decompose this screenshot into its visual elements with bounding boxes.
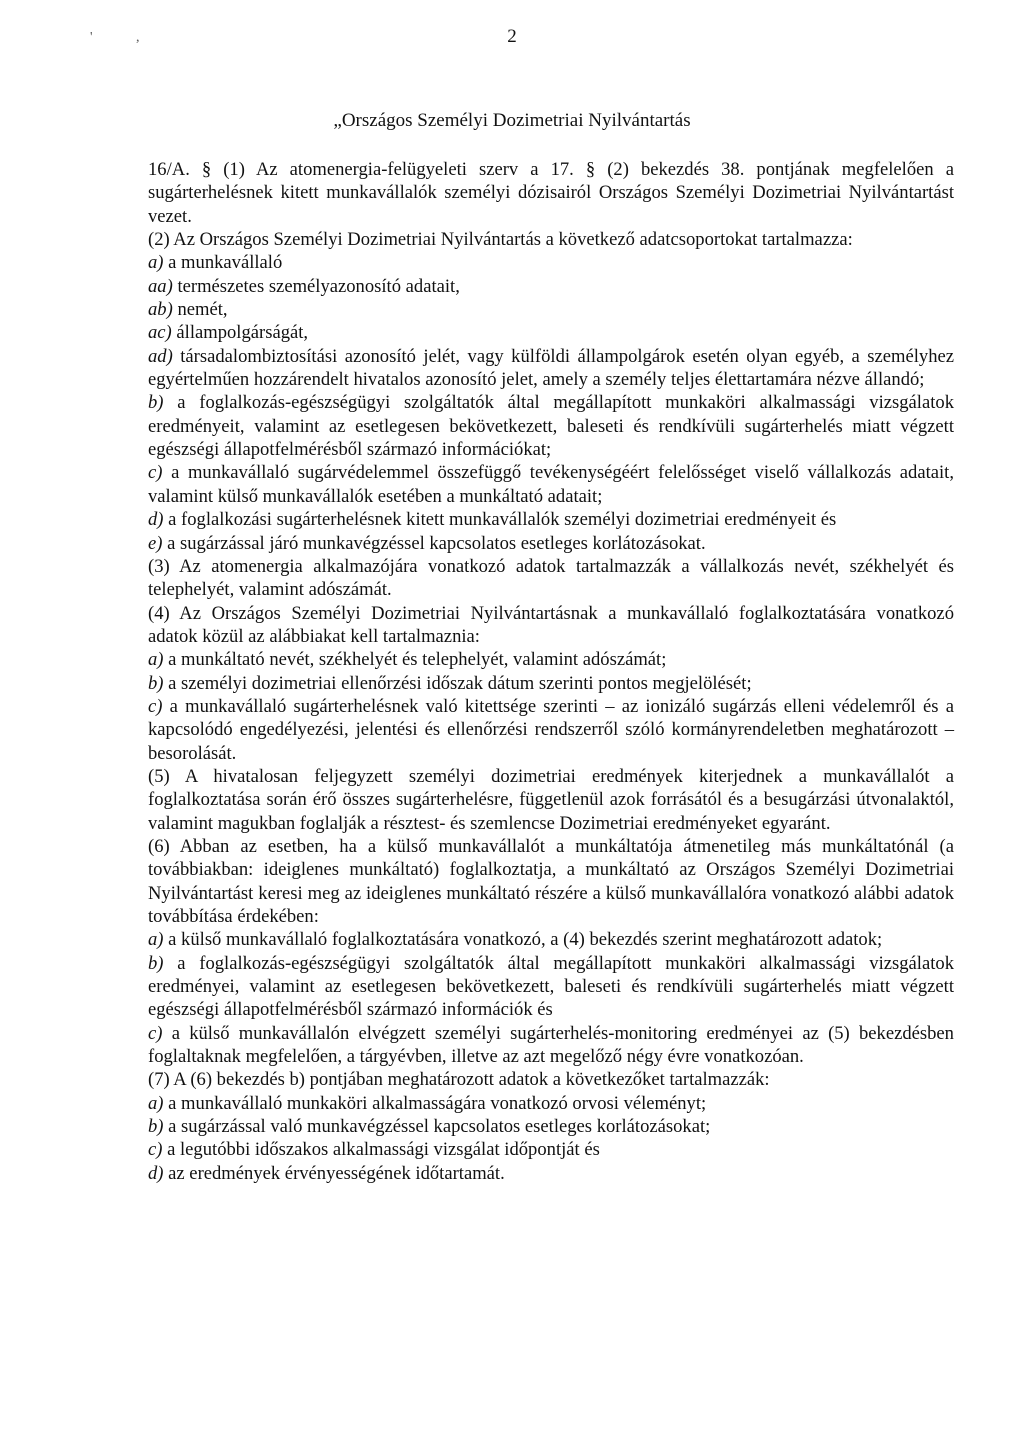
paragraph-text: (6) Abban az esetben, ha a külső munkavállalót a munkáltatója átmenetileg más munkáltatónál (a továbbiakban: ideiglenes munkáltató) foglalkoztatja, a munkáltató az Országos Személyi Dozimetriai Nyilvántartást keresi meg az ideiglenes munkáltató részére a külső munkavállalóra vonatkozó alábbi adatok továbbítása érdekében:	[148, 835, 954, 927]
item-label: a)	[148, 252, 164, 274]
page-number: 2	[507, 26, 517, 47]
paragraph-text: a munkavállaló	[168, 252, 283, 274]
paragraph	[148, 461, 954, 508]
paragraph-text: állampolgárságát,	[176, 322, 309, 344]
paragraph	[148, 928, 954, 951]
scan-marks: ' ,	[90, 30, 160, 45]
paragraph	[148, 835, 954, 928]
paragraph	[148, 648, 954, 671]
item-label: aa)	[148, 275, 173, 297]
paragraph-text: (7) A (6) bekezdés b) pontjában meghatározott adatok a következőket tartalmazzák:	[148, 1069, 770, 1091]
paragraph-text: a külső munkavállalón elvégzett személyi sugárterhelés-monitoring eredményei az (5) bekezdésben foglaltaknak megfelelően, a tárgyévben, illetve az azt megelőző négy évre vonatkozóan.	[148, 1022, 954, 1068]
paragraph-text: (4) Az Országos Személyi Dozimetriai Nyilvántartásnak a munkavállaló foglalkoztatására vonatkozó adatok közül az alábbiakat kell tartalmaznia:	[148, 602, 954, 647]
item-label: c)	[148, 1139, 163, 1161]
paragraph	[148, 251, 954, 274]
paragraph-text: természetes személyazonosító adatait,	[177, 275, 460, 297]
item-label: ac)	[148, 322, 172, 344]
section-title: „Országos Személyi Dozimetriai Nyilvántartás	[333, 110, 691, 131]
item-label: ad)	[148, 345, 173, 367]
paragraph-text: a sugárzással való munkavégzéssel kapcsolatos esetleges korlátozásokat;	[168, 1116, 711, 1138]
item-label: d)	[148, 1162, 164, 1184]
paragraph	[148, 1138, 954, 1161]
paragraph-text: (2) Az Országos Személyi Dozimetriai Nyilvántartás a következő adatcsoportokat tartalmazza:	[148, 229, 853, 251]
paragraph	[148, 672, 954, 695]
paragraph-text: a személyi dozimetriai ellenőrzési időszak dátum szerinti pontos megjelölését;	[168, 672, 752, 694]
paragraph-text: a foglalkozás-egészségügyi szolgáltatók által megállapított munkaköri alkalmassági vizsgálatok eredményei, valamint az esetlegesen bekövetkezett, baleseti és rendkívüli sugárterhelés miatt végzett egészségi állapotfelmérésből származó információk és	[148, 952, 954, 1021]
paragraph	[148, 1115, 954, 1138]
item-label: ab)	[148, 299, 173, 321]
paragraph-text: 16/A. § (1) Az atomenergia-felügyeleti szerv a 17. § (2) bekezdés 38. pontjának megfelelően a sugárterhelésnek kitett munkavállalók személyi dózisairól Országos Személyi Dozimetriai Nyilvántartást vezet.	[148, 159, 954, 227]
paragraph-text: a munkavállaló sugárterhelésnek való kitettsége szerinti – az ionizáló sugárzás elleni védelemről és a kapcsolódó engedélyezési, jelentési és ellenőrzési rendszerről szóló kormányrendeletben meghatározott – besorolását.	[148, 695, 954, 764]
paragraph	[148, 228, 954, 251]
paragraph-text: a foglalkozási sugárterhelésnek kitett munkavállalók személyi dozimetriai eredményeit és	[168, 509, 837, 531]
item-label: a)	[148, 649, 164, 671]
item-label: c)	[148, 1022, 163, 1044]
paragraph	[148, 298, 954, 321]
paragraph	[148, 765, 954, 835]
paragraph-text: a külső munkavállaló foglalkoztatására vonatkozó, a (4) bekezdés szerint meghatározott adatok;	[168, 929, 883, 951]
paragraph-text: (3) Az atomenergia alkalmazójára vonatkozó adatok tartalmazzák a vállalkozás nevét, székhelyét és telephelyét, valamint adószámát.	[148, 555, 954, 601]
paragraph-text: a legutóbbi időszakos alkalmassági vizsgálat időpontját és	[167, 1139, 600, 1161]
paragraph	[148, 1022, 954, 1069]
paragraph	[148, 391, 954, 461]
paragraph-text: a munkavállaló munkaköri alkalmasságára vonatkozó orvosi véleményt;	[168, 1092, 707, 1114]
paragraph	[148, 321, 954, 344]
item-label: c)	[148, 462, 163, 484]
item-label: b)	[148, 672, 164, 694]
paragraph-text: a munkavállaló sugárvédelemmel összefüggő tevékenységéért felelősséget viselő vállalkozás adatait, valamint külső munkavállalók esetében a munkáltató adatait;	[148, 462, 954, 507]
paragraph	[148, 532, 954, 555]
item-label: a)	[148, 1092, 164, 1114]
item-label: b)	[148, 952, 164, 974]
paragraph-text: az eredmények érvényességének időtartamát.	[168, 1162, 505, 1184]
item-label: e)	[148, 532, 163, 554]
paragraph	[148, 508, 954, 531]
paragraph	[148, 1068, 954, 1091]
item-label: c)	[148, 695, 163, 717]
paragraph-text: (5) A hivatalosan feljegyzett személyi dozimetriai eredmények kiterjednek a munkavállalót a foglalkoztatása során érő összes sugárterhelésre, függetlenül azok forrásától és a besugárzási útvonalaktól, valamint magukban foglalják a résztest- és szemlencse Dozimetriai eredményeket egyaránt.	[148, 765, 954, 834]
paragraph-text: nemét,	[177, 299, 228, 321]
paragraph	[148, 952, 954, 1022]
paragraph-text: társadalombiztosítási azonosító jelét, vagy külföldi állampolgárok esetén olyan egyéb, a személyhez egyértelműen hozzárendelt hivatalos azonosító jelet, amely a személy teljes élettartamára nézve állandó;	[148, 345, 954, 391]
paragraph	[148, 275, 954, 298]
paragraph	[148, 345, 954, 392]
paragraph	[148, 1162, 954, 1185]
document-body	[148, 158, 954, 1185]
paragraph	[148, 1092, 954, 1115]
item-label: d)	[148, 509, 164, 531]
paragraph	[148, 555, 954, 602]
paragraph	[148, 158, 954, 228]
item-label: b)	[148, 392, 164, 414]
item-label: a)	[148, 929, 164, 951]
paragraph	[148, 695, 954, 765]
paragraph-text: a sugárzással járó munkavégzéssel kapcsolatos esetleges korlátozásokat.	[167, 532, 706, 554]
paragraph	[148, 602, 954, 649]
paragraph-text: a munkáltató nevét, székhelyét és telephelyét, valamint adószámát;	[168, 649, 667, 671]
item-label: b)	[148, 1116, 164, 1138]
paragraph-text: a foglalkozás-egészségügyi szolgáltatók által megállapított munkaköri alkalmassági vizsgálatok eredményeit, valamint az esetlegesen bekövetkezett, baleseti és rendkívüli sugárterhelés miatt végzett egészségi állapotfelmérésből származó információkat;	[148, 392, 954, 461]
